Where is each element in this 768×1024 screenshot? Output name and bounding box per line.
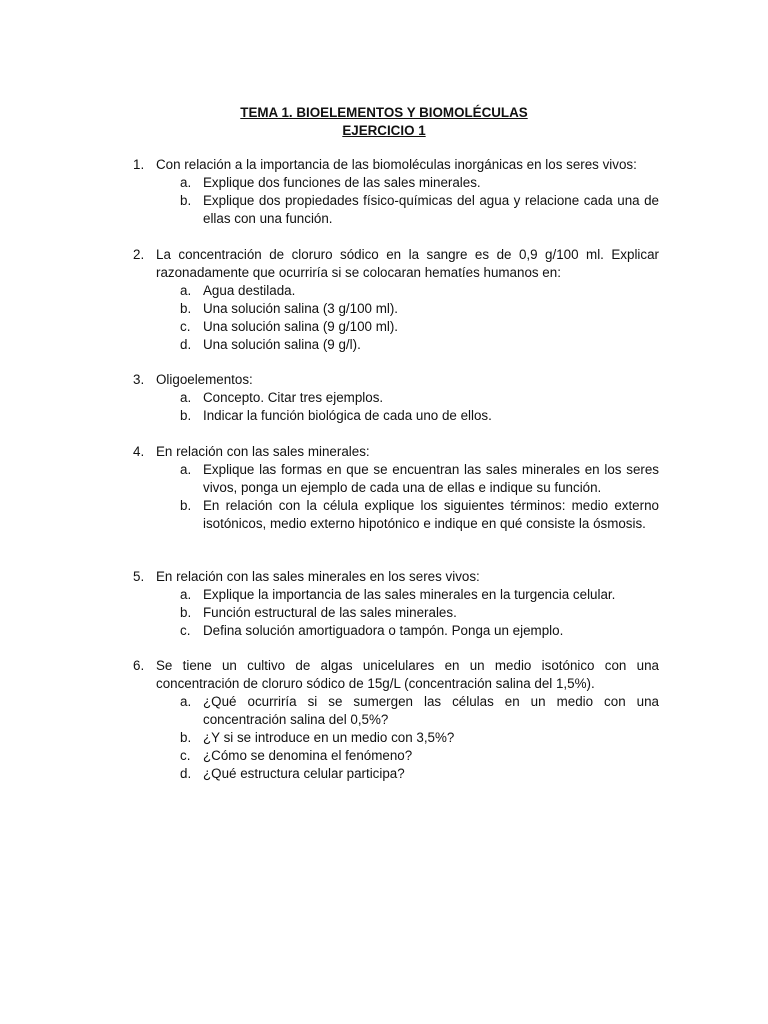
- question-text: Oligoelementos:: [156, 372, 253, 387]
- sub-item: [133, 282, 659, 300]
- sub-item: [133, 765, 659, 783]
- sub-item: [133, 192, 659, 228]
- sub-item-letter: d.: [180, 766, 192, 781]
- sub-item-letter: c.: [180, 319, 191, 334]
- question-number: 6.: [133, 658, 145, 673]
- sub-item-letter: c.: [180, 623, 191, 638]
- sub-item-text: Una solución salina (3 g/100 ml).: [203, 301, 399, 316]
- sub-item-text: Función estructural de las sales minerales.: [203, 605, 457, 620]
- sub-item: [133, 604, 659, 622]
- sub-item: [133, 747, 659, 765]
- question-number: 4.: [133, 444, 145, 459]
- sub-item: [133, 300, 659, 318]
- sub-item-letter: b.: [180, 605, 192, 620]
- sub-item-text: Explique dos funciones de las sales minerales.: [203, 175, 481, 190]
- question-4: [133, 443, 659, 533]
- sub-item-text: Explique la importancia de las sales minerales en la turgencia celular.: [203, 587, 616, 602]
- question-text: Con relación a la importancia de las biomoléculas inorgánicas en los seres vivos:: [156, 157, 637, 172]
- sub-item-letter: c.: [180, 748, 191, 763]
- sub-item-letter: a.: [180, 694, 192, 709]
- sub-item: [133, 622, 659, 640]
- sub-item-text: ¿Cómo se denomina el fenómeno?: [203, 748, 413, 763]
- sub-item-list: [133, 389, 659, 425]
- sub-item-letter: a.: [180, 175, 192, 190]
- question-text: Se tiene un cultivo de algas unicelulares en un medio isotónico con una concentración de cloruro sódico de 15g/L (concentración salina del 1,5%).: [156, 658, 659, 691]
- sub-item-letter: d.: [180, 337, 192, 352]
- sub-item: [133, 318, 659, 336]
- sub-item: [133, 174, 659, 192]
- question-1: [133, 156, 659, 228]
- sub-item-letter: b.: [180, 498, 192, 513]
- question-text: La concentración de cloruro sódico en la sangre es de 0,9 g/100 ml. Explicar razonadamente que ocurriría si se colocaran hematíes humanos en:: [156, 247, 659, 280]
- document-title: TEMA 1. BIOELEMENTOS Y BIOMOLÉCULAS: [240, 105, 528, 120]
- sub-item: [133, 693, 659, 729]
- sub-item-letter: b.: [180, 301, 192, 316]
- question-text: En relación con las sales minerales en los seres vivos:: [156, 569, 480, 584]
- sub-item-text: Concepto. Citar tres ejemplos.: [203, 390, 384, 405]
- sub-item-text: En relación con la célula explique los siguientes términos: medio externo isotónicos, medio externo hipotónico e indique en qué consiste la ósmosis.: [203, 498, 659, 531]
- question-text: En relación con las sales minerales:: [156, 444, 370, 459]
- document-subtitle: EJERCICIO 1: [342, 123, 426, 138]
- sub-item: [133, 586, 659, 604]
- sub-item-text: ¿Y si se introduce en un medio con 3,5%?: [203, 730, 455, 745]
- sub-item: [133, 389, 659, 407]
- sub-item-letter: a.: [180, 587, 192, 602]
- sub-item-list: [133, 461, 659, 533]
- sub-item: [133, 497, 659, 533]
- question-number: 3.: [133, 372, 145, 387]
- sub-item-letter: a.: [180, 390, 192, 405]
- sub-item-list: [133, 586, 659, 640]
- sub-item-text: Una solución salina (9 g/l).: [203, 337, 361, 352]
- sub-item-text: ¿Qué ocurriría si se sumergen las células en un medio con una concentración salina del 0,5%?: [203, 694, 659, 727]
- sub-item-text: Agua destilada.: [203, 283, 296, 298]
- sub-item-text: Explique dos propiedades físico-químicas del agua y relacione cada una de ellas con una función.: [203, 193, 659, 226]
- sub-item-letter: a.: [180, 462, 192, 477]
- question-5: [133, 568, 659, 640]
- sub-item-text: ¿Qué estructura celular participa?: [203, 766, 405, 781]
- sub-item-list: [133, 282, 659, 354]
- sub-item-letter: a.: [180, 283, 192, 298]
- sub-item-list: [133, 693, 659, 783]
- sub-item-letter: b.: [180, 730, 192, 745]
- question-number: 2.: [133, 247, 145, 262]
- sub-item: [133, 407, 659, 425]
- sub-item-list: [133, 174, 659, 228]
- question-6: [133, 657, 659, 783]
- sub-item-letter: b.: [180, 408, 192, 423]
- sub-item: [133, 461, 659, 497]
- sub-item: [133, 336, 659, 354]
- question-2: [133, 246, 659, 354]
- sub-item-letter: b.: [180, 193, 192, 208]
- sub-item-text: Defina solución amortiguadora o tampón. Ponga un ejemplo.: [203, 623, 564, 638]
- question-number: 1.: [133, 157, 145, 172]
- sub-item-text: Una solución salina (9 g/100 ml).: [203, 319, 399, 334]
- question-3: [133, 371, 659, 425]
- sub-item: [133, 729, 659, 747]
- question-number: 5.: [133, 569, 145, 584]
- sub-item-text: Explique las formas en que se encuentran las sales minerales en los seres vivos, ponga un ejemplo de cada una de ellas e indique su función.: [203, 462, 659, 495]
- sub-item-text: Indicar la función biológica de cada uno de ellos.: [203, 408, 492, 423]
